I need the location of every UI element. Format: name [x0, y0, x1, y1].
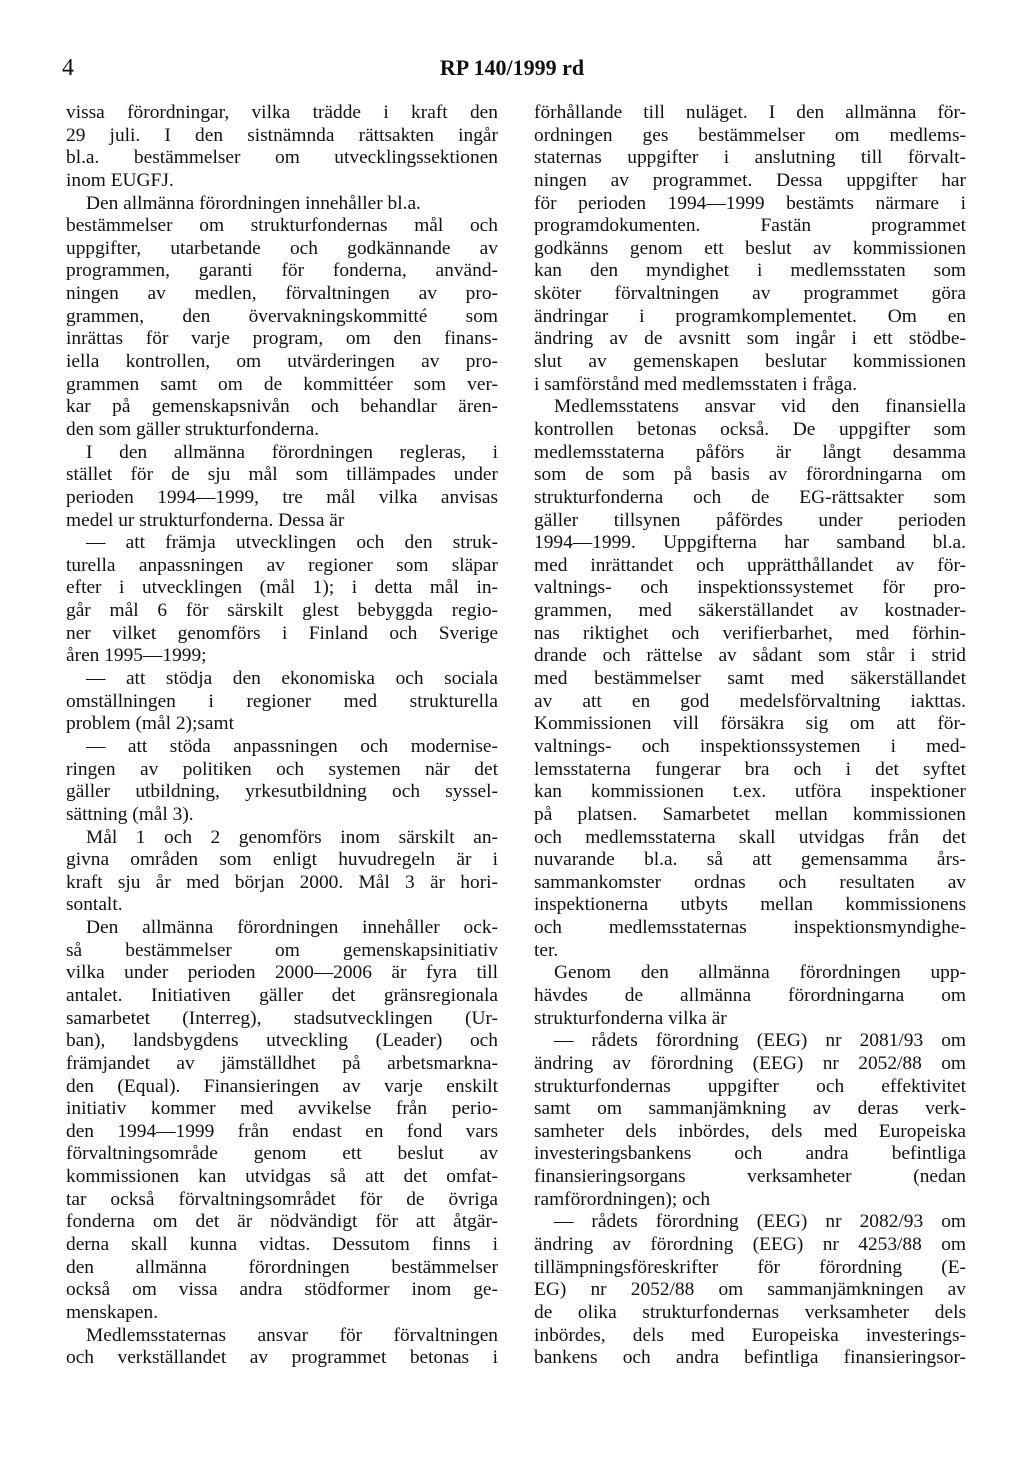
text-line: 29 juli. I den sistnämnda rättsakten ingår: [66, 124, 498, 146]
text-line: Medlemsstaternas ansvar för förvaltningen: [86, 1324, 498, 1346]
text-line: med inrättandet och upprätthållandet av för-: [534, 554, 966, 576]
page-number: 4: [62, 55, 74, 81]
text-line: ändring av förordning (EEG) nr 2052/88 om: [534, 1052, 966, 1074]
text-line: — rådets förordning (EEG) nr 2082/93 om: [554, 1211, 966, 1233]
text-line: kontrollen betonas också. De uppgifter som: [534, 418, 966, 440]
text-line: förvaltningsområde genom ett beslut av: [66, 1143, 498, 1165]
text-line: av att en god medelsförvaltning iakttas.: [534, 690, 966, 712]
text-line: bl.a. bestämmelser om utvecklingssektionen: [66, 147, 498, 169]
text-line: som de som på basis av förordningarna om: [534, 464, 966, 486]
text-line: nas riktighet och verifierbarhet, med förhin-: [534, 622, 966, 644]
text-line: antalet. Initiativen gäller det gränsregionala: [66, 984, 498, 1006]
text-line: grammen, den övervakningskommitté som: [66, 305, 498, 327]
text-line: på platsen. Samarbetet mellan kommissionen: [534, 803, 966, 825]
text-line: sontalt.: [66, 894, 123, 916]
text-line: för perioden 1994—1999 bestämts närmare i: [534, 192, 966, 214]
text-line: medlemsstaterna påförs är långt desamma: [534, 441, 966, 463]
running-header: RP 140/1999 rd: [439, 55, 585, 80]
text-line: ändring av förordning (EEG) nr 4253/88 om: [534, 1234, 966, 1256]
text-line: i samförstånd med medlemsstaten i fråga.: [534, 373, 858, 395]
text-line: samt om sammanjämkning av deras verk-: [534, 1098, 966, 1120]
text-line: investeringsbankens och andra befintliga: [534, 1143, 966, 1165]
text-line: — att stödja den ekonomiska och sociala: [86, 668, 498, 690]
text-line: strukturfonderna och de EG-rättsakter som: [534, 486, 966, 508]
text-line: den 1994—1999 från endast en fond vars: [66, 1120, 498, 1142]
text-line: tar också förvaltningsområdet för de övriga: [66, 1188, 498, 1210]
text-line: kan den myndighet i medlemsstaten som: [534, 260, 966, 282]
text-line: derna skall kunna vidtas. Dessutom finns i: [66, 1234, 498, 1256]
text-line: Genom den allmänna förordningen upp-: [554, 962, 966, 984]
text-line: och verkställandet av programmet betonas i: [66, 1347, 498, 1369]
text-line: kommissionen kan utvidgas så att det omfat-: [66, 1166, 498, 1188]
text-line: gäller utbildning, yrkesutbildning och syssel-: [66, 781, 498, 803]
text-line: ner vilket genomförs i Finland och Sverige: [66, 622, 498, 644]
text-line: ningen av programmet. Dessa uppgifter har: [534, 169, 966, 191]
text-line: kar på gemenskapsnivån och behandlar ären-: [66, 396, 498, 418]
text-line: efter i utvecklingen (mål 1); i detta mål in-: [66, 577, 498, 599]
text-line: främjandet av jämställdhet på arbetsmarkna-: [66, 1052, 498, 1074]
text-line: så bestämmelser om gemenskapsinitiativ: [66, 939, 498, 961]
text-line: hävdes de allmänna förordningarna om: [534, 984, 966, 1006]
text-line: ramförordningen); och: [534, 1188, 711, 1210]
text-line: programdokumenten. Fastän programmet: [534, 215, 966, 237]
text-line: ringen av politiken och systemen när det: [66, 758, 498, 780]
text-line: inrättas för varje program, om den finans-: [66, 328, 498, 350]
text-line: drande och rättelse av sådant som står i strid: [534, 645, 966, 667]
text-line: ningen av medlen, förvaltningen av pro-: [66, 283, 498, 305]
text-line: ban), landsbygdens utveckling (Leader) och: [66, 1030, 498, 1052]
text-line: också om vissa andra stödformer inom ge-: [66, 1279, 498, 1301]
text-line: Medlemsstatens ansvar vid den finansiella: [554, 396, 966, 418]
text-line: — rådets förordning (EEG) nr 2081/93 om: [554, 1030, 966, 1052]
text-line: och medlemsstaterna skall utvidgas från det: [534, 826, 966, 848]
text-line: Den allmänna förordningen innehåller ock-: [86, 917, 498, 939]
text-line: sammankomster ordnas och resultaten av: [534, 871, 966, 893]
text-line: inom EUGFJ.: [66, 169, 174, 191]
text-line: grammen, med säkerställandet av kostnader-: [534, 600, 966, 622]
text-line: inbördes, dels med Europeiska investerings-: [534, 1324, 966, 1346]
text-line: EG) nr 2052/88 om sammanjämkningen av: [534, 1279, 966, 1301]
text-line: valtnings- och inspektionssystemen i med-: [534, 735, 966, 757]
text-line: Kommissionen vill försäkra sig om att för-: [534, 713, 966, 735]
text-line: omställningen i regioner med strukturella: [66, 690, 498, 712]
text-line: gäller tillsynen påfördes under perioden: [534, 509, 966, 531]
text-line: godkänns genom ett beslut av kommissionen: [534, 237, 966, 259]
text-line: den (Equal). Finansieringen av varje enskilt: [66, 1075, 498, 1097]
text-line: de olika strukturfondernas verksamheter dels: [534, 1301, 966, 1323]
text-line: nuvarande bl.a. så att gemensamma års-: [534, 849, 966, 871]
text-line: problem (mål 2);samt: [66, 713, 235, 735]
text-line: strukturfondernas uppgifter och effektivitet: [534, 1075, 966, 1097]
text-line: perioden 1994—1999, tre mål vilka anvisas: [66, 486, 498, 508]
text-line: vilka under perioden 2000—2006 är fyra till: [66, 962, 498, 984]
text-line: ändring av de avsnitt som ingår i ett stödbe-: [534, 328, 966, 350]
text-line: vissa förordningar, vilka trädde i kraft den: [66, 102, 498, 123]
text-line: sköter förvaltningen av programmet göra: [534, 283, 966, 305]
text-line: går mål 6 för särskilt glest bebyggda regio-: [66, 600, 498, 622]
text-line: medel ur strukturfonderna. Dessa är: [66, 509, 345, 531]
text-line: bestämmelser om strukturfondernas mål och: [66, 215, 498, 237]
text-line: 1994—1999. Uppgifterna har samband bl.a.: [534, 532, 966, 554]
text-line: kan kommissionen t.ex. utföra inspektioner: [534, 781, 966, 803]
text-line: tillämpningsföreskrifter för förordning (E-: [534, 1256, 966, 1278]
text-line: stället för de sju mål som tillämpades under: [66, 464, 498, 486]
text-line: inspektionerna utbyts mellan kommissionens: [534, 894, 966, 916]
text-line: — att stöda anpassningen och modernise-: [86, 735, 498, 757]
text-line: åren 1995—1999;: [66, 645, 207, 667]
text-line: samarbetet (Interreg), stadsutvecklingen (Ur-: [66, 1007, 498, 1029]
text-line: bankens och andra befintliga finansieringsor-: [534, 1347, 966, 1369]
text-line: slut av gemenskapen beslutar kommissionen: [534, 351, 966, 373]
text-line: grammen samt om de kommittéer som ver-: [66, 373, 498, 395]
text-line: uppgifter, utarbetande och godkännande av: [66, 237, 498, 259]
right-column: [534, 102, 966, 1370]
text-line: ordningen ges bestämmelser om medlems-: [534, 124, 966, 146]
text-line: samheter dels inbördes, dels med Europeiska: [534, 1120, 966, 1142]
text-line: givna områden som enligt huvudregeln är i: [66, 849, 498, 871]
text-line: lemsstaterna fungerar bra och i det syftet: [534, 758, 966, 780]
left-column: [66, 102, 498, 1370]
text-line: den allmänna förordningen bestämmelser: [66, 1256, 498, 1278]
text-line: valtnings- och inspektionssystemet för pro-: [534, 577, 966, 599]
text-line: iella kontrollen, om utvärderingen av pro-: [66, 351, 498, 373]
text-line: I den allmänna förordningen regleras, i: [86, 441, 498, 463]
text-line: med bestämmelser samt med säkerställandet: [534, 668, 966, 690]
text-line: förhållande till nuläget. I den allmänna för-: [534, 102, 966, 123]
text-line: turella anpassningen av regioner som släpar: [66, 554, 498, 576]
text-line: fonderna om det är nödvändigt för att åtgär-: [66, 1211, 498, 1233]
text-line: sättning (mål 3).: [66, 803, 194, 825]
text-line: Mål 1 och 2 genomförs inom särskilt an-: [86, 826, 498, 848]
text-line: menskapen.: [66, 1301, 159, 1323]
text-line: programmen, garanti för fonderna, använd-: [66, 260, 498, 282]
text-line: strukturfonderna vilka är: [534, 1007, 727, 1029]
text-line: och medlemsstaternas inspektionsmyndighe-: [534, 917, 966, 939]
text-line: ändringar i programkomplementet. Om en: [534, 305, 966, 327]
text-line: — att främja utvecklingen och den struk-: [86, 532, 498, 554]
text-line: den som gäller strukturfonderna.: [66, 418, 320, 440]
text-line: initiativ kommer med avvikelse från perio-: [66, 1098, 498, 1120]
text-line: ter.: [534, 939, 559, 961]
text-line: Den allmänna förordningen innehåller bl.a.: [86, 192, 421, 214]
text-line: kraft sju år med början 2000. Mål 3 är hori-: [66, 871, 498, 893]
text-line: staternas uppgifter i anslutning till förvalt-: [534, 147, 966, 169]
text-line: finansieringsorgans verksamheter (nedan: [534, 1166, 966, 1188]
